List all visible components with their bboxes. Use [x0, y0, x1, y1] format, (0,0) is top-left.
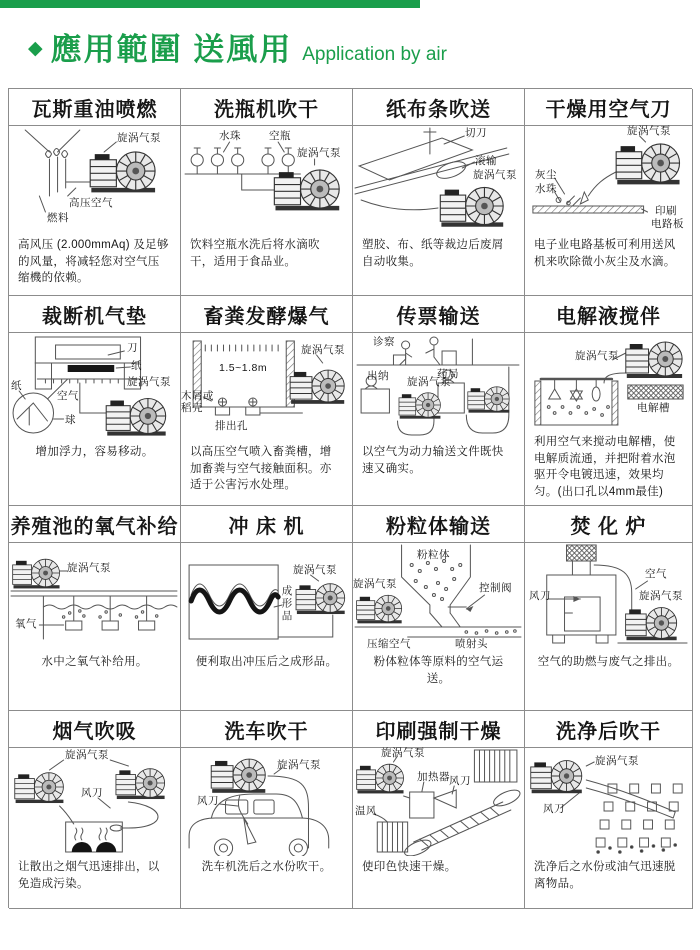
diagram-label: 高压空气: [69, 197, 113, 209]
cell-caption: 增加浮力，容易移动。: [35, 446, 154, 458]
cell-caption: 洗净后之水份或油气迅速脱离物品。: [534, 861, 676, 890]
cell-title: 洗净后吹干: [525, 711, 692, 748]
cell-gas-oil-burning: [9, 89, 181, 296]
diagram-label: 电路板: [651, 218, 684, 230]
cell-diagram: [525, 333, 692, 431]
page-title-zh: 應用範圍 送風用: [50, 32, 293, 67]
cell-cutting-machine-air-cushion: [9, 296, 181, 506]
cell-caption: 以高压空气喷入畜粪槽，增加畜粪与空气接触面积。亦适于公害污水处理。: [190, 446, 332, 492]
cell-air-knife-drying: [525, 89, 693, 296]
diagram-label: 刀: [127, 342, 138, 354]
diagram-sketch: [525, 333, 692, 431]
diamond-bullet-icon: ◆: [28, 38, 43, 59]
cell-title: 裁断机气垫: [9, 296, 180, 333]
cell-caption: 使印色快速干燥。: [362, 861, 457, 873]
cell-paper-strip-blowing: [353, 89, 525, 296]
diagram-label: 旋涡气泵: [301, 344, 345, 356]
cell-bottle-drying: [181, 89, 353, 296]
diagram-label: 纸: [11, 380, 22, 392]
diagram-label: 旋涡气泵: [407, 376, 451, 388]
cell-punch-press: [181, 506, 353, 711]
cell-voucher-transport: [353, 296, 525, 506]
diagram-label: 空气: [57, 390, 79, 402]
cell-caption: 水中之氧气补给用。: [41, 656, 148, 668]
cell-caption: 让散出之烟气迅速排出，以免造成污染。: [18, 861, 160, 890]
cell-diagram: [525, 126, 692, 234]
diagram-label: 滚输: [475, 155, 497, 167]
cell-diagram: [181, 333, 352, 441]
diagram-label: 诊察: [373, 336, 395, 348]
cell-diagram: [353, 333, 524, 441]
cell-title: 洗瓶机吹干: [181, 89, 352, 126]
diagram-label: 喷射头: [455, 638, 488, 650]
cell-title: 电解液搅伴: [525, 296, 692, 333]
diagram-label: 压缩空气: [367, 638, 411, 650]
diagram-label: 旋涡气泵: [67, 562, 111, 574]
cell-diagram: [9, 333, 180, 441]
top-accent-bar: [0, 0, 420, 8]
cell-title: 养殖池的氧气补给: [9, 506, 180, 543]
cell-title: 纸布条吹送: [353, 89, 524, 126]
diagram-label: 1.5~1.8m: [219, 362, 268, 374]
cell-caption: 高风压 (2.000mmAq) 及足够的风量，将减轻您对空气压缩機的依赖。: [18, 239, 169, 285]
diagram-label: 旋涡气泵: [127, 376, 171, 388]
diagram-sketch: [9, 543, 180, 651]
diagram-label: 控制阀: [479, 582, 512, 594]
cell-diagram: [9, 543, 180, 651]
cell-post-wash-drying: [525, 711, 693, 909]
diagram-label: 粉粒体: [417, 549, 450, 561]
diagram-label: 排出孔: [215, 420, 248, 432]
diagram-label: 旋涡气泵: [575, 350, 619, 362]
cell-diagram: [181, 126, 352, 234]
cell-electrolyte-stirring: [525, 296, 693, 506]
diagram-label: 氧气: [15, 618, 37, 630]
diagram-label: 灰尘: [535, 169, 557, 181]
diagram-label: 加热器: [417, 771, 450, 783]
cell-caption: 以空气为动力输送文件既快速又确实。: [362, 446, 504, 475]
diagram-label: 水珠: [219, 130, 241, 142]
page-title: [28, 24, 447, 69]
cell-printing-forced-drying: [353, 711, 525, 909]
diagram-label: 出纳: [367, 370, 389, 382]
cell-diagram: [9, 126, 180, 234]
diagram-label: 空瓶: [269, 130, 291, 142]
diagram-label: 旋涡气泵: [381, 747, 425, 759]
diagram-sketch: [181, 543, 352, 651]
cell-caption: 便利取出冲压后之成形品。: [195, 656, 338, 668]
cell-diagram: [181, 543, 352, 651]
cell-powder-transport: [353, 506, 525, 711]
diagram-label: 风刀: [529, 590, 551, 602]
diagram-label: 电解槽: [637, 402, 670, 414]
cell-car-wash-drying: [181, 711, 353, 909]
diagram-sketch: [181, 126, 352, 234]
diagram-sketch: [353, 748, 524, 856]
diagram-sketch: [9, 748, 180, 856]
diagram-label: 旋涡气泵: [65, 749, 109, 761]
cell-smoke-blowing-suction: [9, 711, 181, 909]
page-title-en: Application by air: [302, 44, 447, 65]
cell-caption: 利用空气来搅动电解槽，使电解质流通，并把附着水泡驱开令电镀迅速，效果均匀。(出口孔以4mm最佳): [534, 436, 676, 499]
application-grid: [8, 88, 692, 908]
cell-caption: 塑胶、布、纸等裁边后废屑自动收集。: [362, 239, 504, 268]
diagram-label: 燃料: [47, 212, 69, 224]
diagram-label: 空气: [645, 568, 667, 580]
cell-caption: 电子业电路基板可利用送风机来吹除微小灰尘及水滴。: [534, 239, 676, 268]
diagram-label: 风刀: [543, 803, 565, 815]
diagram-label: 旋涡气泵: [297, 147, 341, 159]
cell-title: 瓦斯重油喷燃: [9, 89, 180, 126]
diagram-label: 水珠: [535, 183, 557, 195]
cell-fish-pond-oxygen-supply: [9, 506, 181, 711]
diagram-label: 球: [65, 414, 76, 426]
cell-caption: 饮料空瓶水洗后将水滴吹干，适用于食品业。: [190, 239, 320, 268]
cell-title: 冲 床 机: [181, 506, 352, 543]
diagram-label: 印刷: [655, 205, 677, 217]
cell-caption: 粉体粒体等原料的空气运送。: [373, 656, 504, 685]
cell-diagram: [353, 748, 524, 856]
diagram-label: 风刀: [197, 795, 219, 807]
cell-caption: 空气的助燃与废气之排出。: [537, 656, 680, 668]
diagram-label: 旋涡气泵: [117, 132, 161, 144]
cell-title: 焚 化 炉: [525, 506, 692, 543]
cell-diagram: [9, 748, 180, 856]
cell-diagram: [353, 126, 524, 234]
diagram-label: 成形品: [280, 585, 293, 623]
diagram-label: 旋涡气泵: [293, 564, 337, 576]
diagram-label: 旋涡气泵: [639, 590, 683, 602]
cell-title: 干燥用空气刀: [525, 89, 692, 126]
diagram-label: 旋涡气泵: [473, 169, 517, 181]
diagram-label: 旋涡气泵: [353, 578, 397, 590]
cell-manure-fermentation-aeration: [181, 296, 353, 506]
diagram-label: 风刀: [449, 775, 471, 787]
diagram-label: 温风: [355, 805, 377, 817]
cell-diagram: [525, 543, 692, 651]
cell-diagram: [353, 543, 524, 651]
cell-title: 印刷强制干燥: [353, 711, 524, 748]
diagram-label: 木屑或: [181, 390, 214, 402]
cell-diagram: [525, 748, 692, 856]
cell-title: 畜粪发酵爆气: [181, 296, 352, 333]
cell-diagram: [181, 748, 352, 856]
cell-title: 烟气吹吸: [9, 711, 180, 748]
diagram-label: 稻壳: [181, 402, 203, 414]
cell-title: 粉粒体输送: [353, 506, 524, 543]
diagram-label: 旋涡气泵: [595, 755, 639, 767]
diagram-label: 旋涡气泵: [277, 759, 321, 771]
diagram-label: 纸: [131, 360, 142, 372]
cell-title: 洗车吹干: [181, 711, 352, 748]
diagram-label: 风刀: [81, 787, 103, 799]
cell-incinerator: [525, 506, 693, 711]
diagram-label: 切刀: [465, 127, 487, 139]
cell-caption: 洗车机洗后之水份吹干。: [201, 861, 332, 873]
diagram-label: 药局: [437, 368, 459, 380]
cell-title: 传票输送: [353, 296, 524, 333]
diagram-label: 旋涡气泵: [627, 125, 671, 137]
